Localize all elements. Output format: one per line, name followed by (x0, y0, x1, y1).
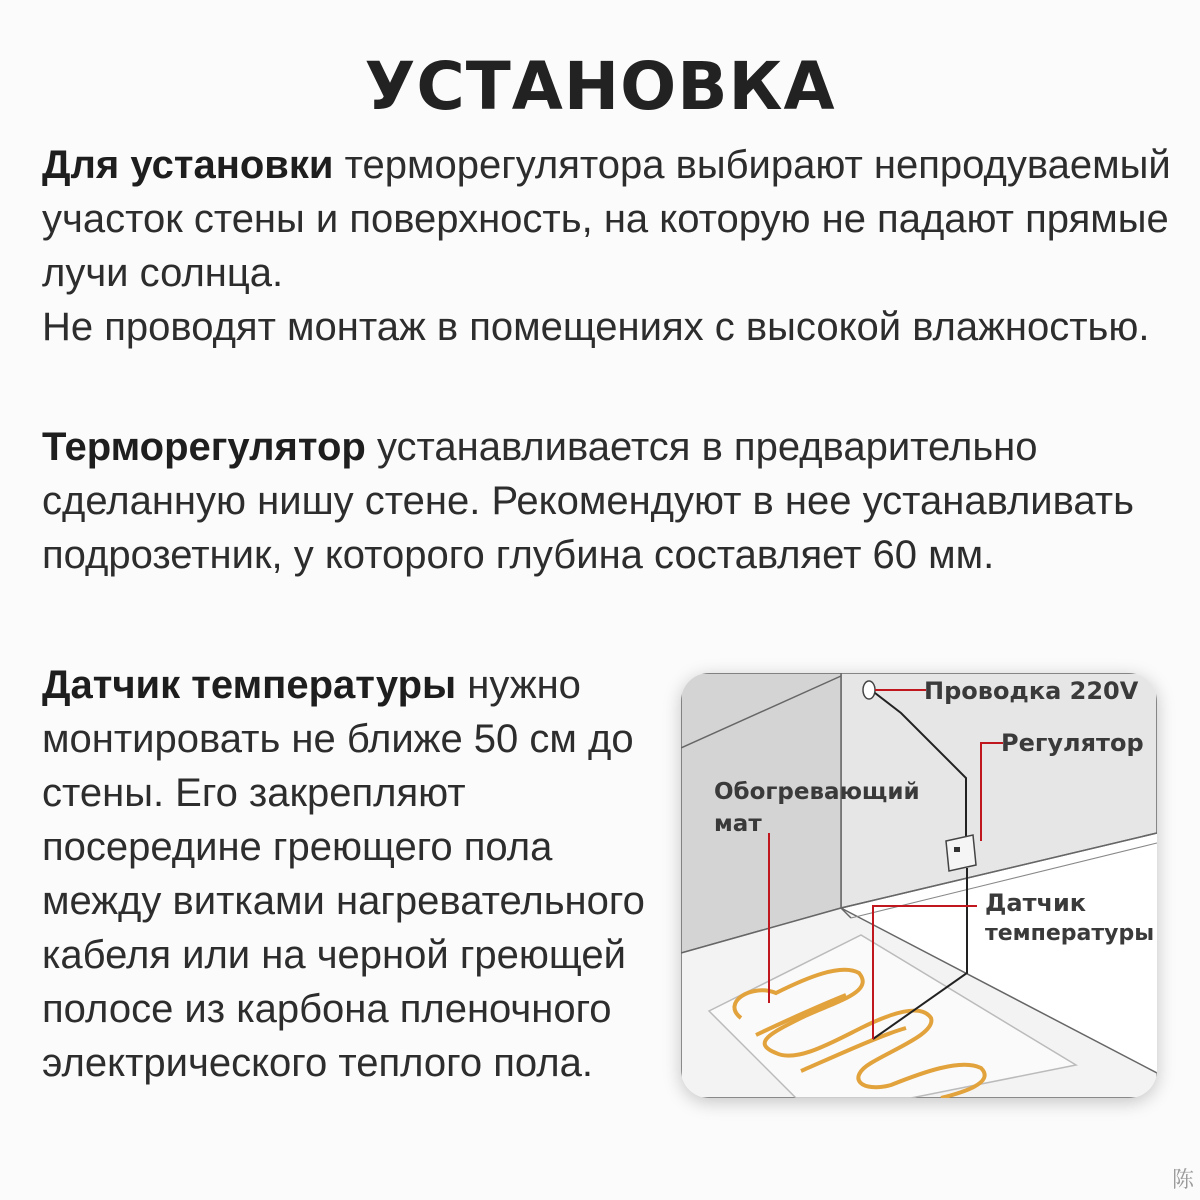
label-wiring: Проводка 220V (924, 677, 1139, 705)
label-heating-mat-2: мат (714, 811, 762, 837)
label-heating-mat: Обогревающий (714, 779, 920, 805)
paragraph-heading: Для установки (42, 143, 334, 187)
label-sensor: Датчик (985, 889, 1087, 917)
label-regulator: Регулятор (1001, 729, 1144, 757)
paragraph-text: нужно монтировать не ближе 50 см до стены. Его закрепляют посередине греющего пола между витками нагревательного кабеля или на черной греющей полосе из карбона пленочного электрического теплого пола. (42, 663, 645, 1085)
watermark-glyph: 陈 (1171, 1168, 1194, 1193)
wiring-outlet (863, 681, 875, 699)
page-title: УСТАНОВКА (364, 48, 836, 125)
paragraph-heading: Терморегулятор (42, 425, 366, 469)
regulator-device (946, 835, 976, 871)
paragraph-text: устанавливается в предварительно сделанную нишу стене. Рекомендуют в нее устанавливать подрозетник, у которого глубина составляет 60 мм. (42, 425, 1134, 577)
paragraph-text: терморегулятора выбирают непродуваемый участок стены и поверхность, на которую не падают прямые лучи солнца. (42, 143, 1171, 295)
paragraph-thermostat-niche (42, 420, 1192, 582)
paragraph-thermostat-location (42, 138, 1172, 354)
installation-diagram (681, 673, 1157, 1098)
paragraph-text: Не проводят монтаж в помещениях с высокой влажностью. (42, 305, 1150, 349)
paragraph-heading: Датчик температуры (42, 663, 457, 707)
label-sensor-2: температуры (985, 921, 1155, 946)
paragraph-temperature-sensor (42, 658, 682, 1090)
